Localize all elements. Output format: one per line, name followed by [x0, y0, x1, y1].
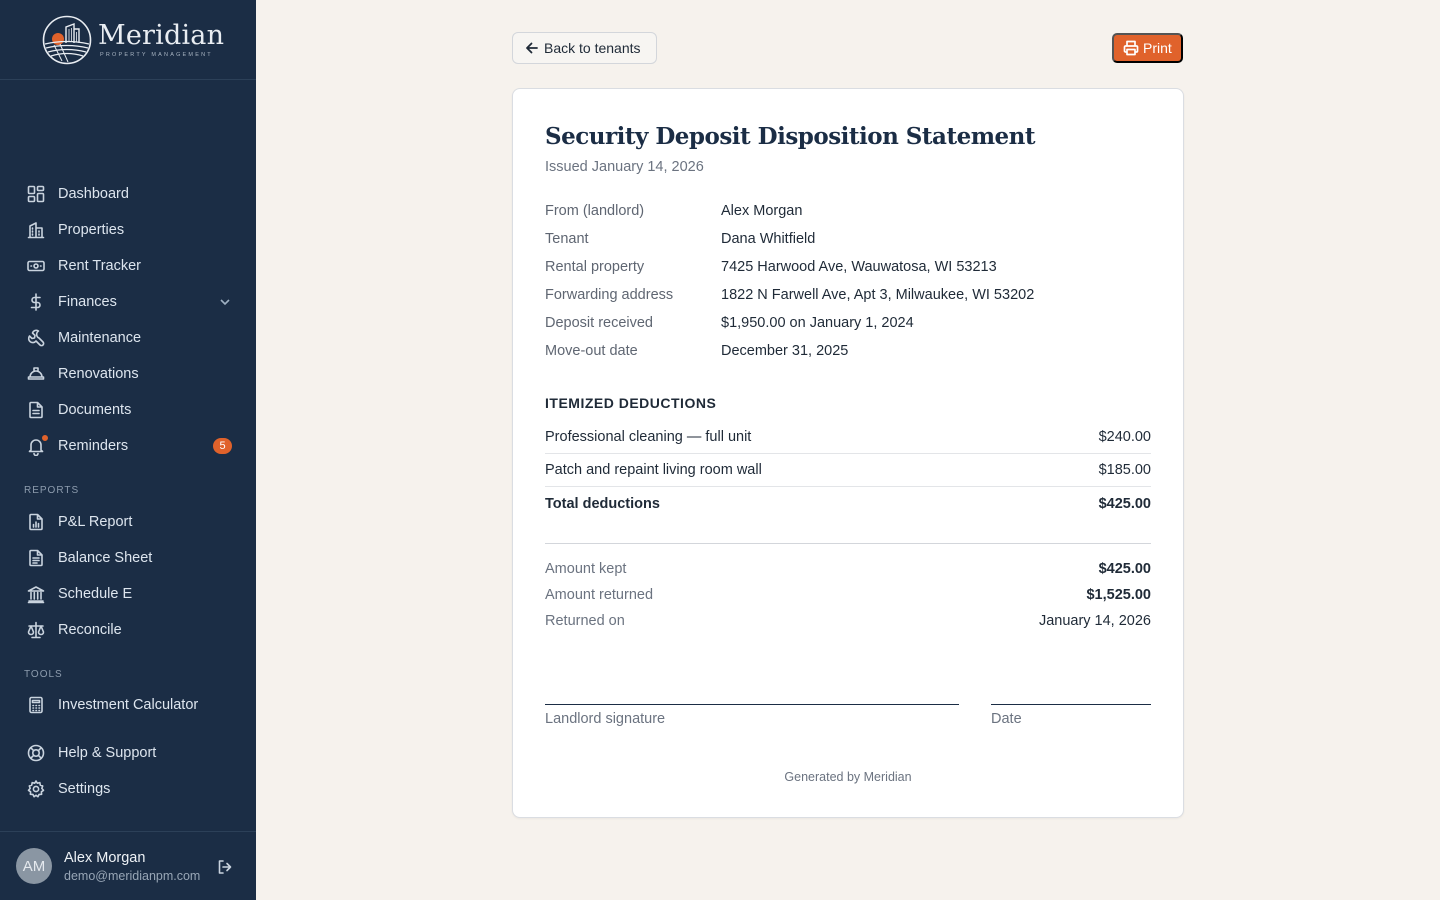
info-label: Move-out date [545, 343, 638, 359]
arrow-left-icon [525, 41, 539, 55]
info-label: Deposit received [545, 315, 653, 331]
summary-label: Returned on [545, 613, 625, 629]
user-profile[interactable] [0, 831, 256, 900]
summary-row-amount-kept [545, 561, 1151, 577]
reminders-count-badge: 5 [213, 438, 232, 454]
info-row-deposit-received [545, 315, 1165, 331]
generated-by-note: Generated by Meridian [784, 770, 912, 784]
summary-value: $425.00 [1098, 561, 1151, 577]
reports-section-label: REPORTS [24, 485, 80, 496]
bank-icon [26, 584, 46, 604]
deduction-amount: $240.00 [1098, 429, 1151, 445]
chevron-down-icon[interactable] [218, 295, 232, 309]
user-email: demo@meridianpm.com [64, 868, 201, 883]
meridian-logo-icon [42, 15, 92, 65]
info-value: $1,950.00 on January 1, 2024 [721, 315, 914, 331]
sidebar-item-dashboard[interactable] [16, 178, 240, 210]
print-button-label: Print [1143, 40, 1172, 56]
info-row-move-out-date [545, 343, 1165, 359]
logout-icon[interactable] [216, 858, 234, 876]
sidebar-item-schedule-e[interactable] [16, 578, 240, 610]
info-label: From (landlord) [545, 203, 645, 219]
cash-icon [26, 256, 46, 276]
deduction-row [545, 454, 1151, 487]
sidebar-item-label: Renovations [58, 366, 139, 382]
sidebar-item-label: Settings [58, 781, 111, 797]
total-deductions-row [545, 487, 1151, 520]
sidebar-item-reconcile[interactable] [16, 614, 240, 646]
sidebar-item-finances[interactable] [16, 286, 240, 318]
sidebar-item-help-support[interactable] [16, 737, 240, 769]
avatar: AM [16, 848, 52, 884]
tools-section-label: TOOLS [24, 669, 63, 680]
hardhat-icon [26, 364, 46, 384]
bell-icon [26, 436, 46, 456]
deduction-amount: $185.00 [1098, 462, 1151, 478]
brand-subtitle: PROPERTY MANAGEMENT [100, 52, 213, 58]
page-title: Security Deposit Disposition Statement [545, 123, 1036, 150]
summary-row-returned-on [545, 613, 1151, 629]
sidebar-item-label: Finances [58, 294, 117, 310]
document-icon [26, 400, 46, 420]
total-label: Total deductions [545, 495, 660, 512]
info-row-rental-property [545, 259, 1165, 275]
signature-label: Landlord signature [545, 711, 666, 727]
sidebar-item-settings[interactable] [16, 773, 240, 805]
summary-label: Amount returned [545, 587, 654, 603]
summary-value: January 14, 2026 [1038, 613, 1151, 629]
sidebar-item-renovations[interactable] [16, 358, 240, 390]
issued-date: Issued January 14, 2026 [545, 159, 704, 175]
building-icon [26, 220, 46, 240]
user-name: Alex Morgan [64, 849, 146, 866]
brand[interactable] [0, 0, 256, 80]
info-row-tenant [545, 231, 1165, 247]
sidebar-item-pl-report[interactable] [16, 506, 240, 538]
scale-icon [26, 620, 46, 640]
lifebuoy-icon [26, 743, 46, 763]
signature-line [545, 704, 959, 705]
sidebar-item-reminders[interactable] [16, 430, 240, 462]
wrench-icon [26, 328, 46, 348]
sheet-icon [26, 548, 46, 568]
info-value: 1822 N Farwell Ave, Apt 3, Milwaukee, WI 53202 [721, 287, 1035, 303]
deductions-heading: ITEMIZED DEDUCTIONS [545, 395, 717, 411]
dollar-icon [26, 292, 46, 312]
info-value: 7425 Harwood Ave, Wauwatosa, WI 53213 [721, 259, 997, 275]
statement-document [512, 88, 1184, 818]
sidebar-item-label: Balance Sheet [58, 550, 153, 566]
sidebar-item-label: Documents [58, 402, 132, 418]
summary-value: $1,525.00 [1086, 587, 1151, 603]
info-value: Dana Whitfield [721, 231, 816, 247]
info-row-landlord [545, 203, 1165, 219]
sidebar-item-maintenance[interactable] [16, 322, 240, 354]
brand-name: Meridian [98, 20, 225, 51]
sidebar-item-label: Help & Support [58, 745, 157, 761]
sidebar-item-investment-calculator[interactable] [16, 689, 240, 721]
chart-file-icon [26, 512, 46, 532]
info-value: Alex Morgan [721, 203, 803, 219]
deduction-row [545, 421, 1151, 454]
info-label: Forwarding address [545, 287, 674, 303]
summary-row-amount-returned [545, 587, 1151, 603]
sidebar-item-label: Investment Calculator [58, 697, 199, 713]
info-row-forwarding-address [545, 287, 1165, 303]
sidebar-item-balance-sheet[interactable] [16, 542, 240, 574]
info-label: Rental property [545, 259, 645, 275]
total-amount: $425.00 [1098, 495, 1151, 512]
sidebar-item-label: Dashboard [58, 186, 129, 202]
sidebar-item-label: Reconcile [58, 622, 122, 638]
sidebar [0, 0, 256, 900]
back-button-label: Back to tenants [544, 40, 641, 56]
divider [545, 543, 1151, 544]
sidebar-item-label: Properties [58, 222, 125, 238]
info-value: December 31, 2025 [721, 343, 849, 359]
sidebar-item-label: P&L Report [58, 514, 133, 530]
date-label: Date [991, 711, 1022, 727]
notification-dot [41, 434, 49, 442]
deduction-label: Patch and repaint living room wall [545, 462, 762, 478]
sidebar-item-label: Schedule E [58, 586, 133, 602]
summary-label: Amount kept [545, 561, 627, 577]
date-line [991, 704, 1151, 705]
info-label: Tenant [545, 231, 589, 247]
sidebar-item-properties[interactable] [16, 214, 240, 246]
back-to-tenants-button[interactable] [512, 32, 657, 64]
sidebar-item-label: Rent Tracker [58, 258, 141, 274]
dashboard-icon [26, 184, 46, 204]
sidebar-item-documents[interactable] [16, 394, 240, 426]
printer-icon [1123, 40, 1139, 56]
deduction-label: Professional cleaning — full unit [545, 429, 752, 445]
print-button[interactable] [1112, 33, 1183, 63]
sidebar-item-label: Reminders [58, 438, 129, 454]
sidebar-item-rent-tracker[interactable] [16, 250, 240, 282]
gear-icon [26, 779, 46, 799]
sidebar-item-label: Maintenance [58, 330, 142, 346]
calculator-icon [26, 695, 46, 715]
